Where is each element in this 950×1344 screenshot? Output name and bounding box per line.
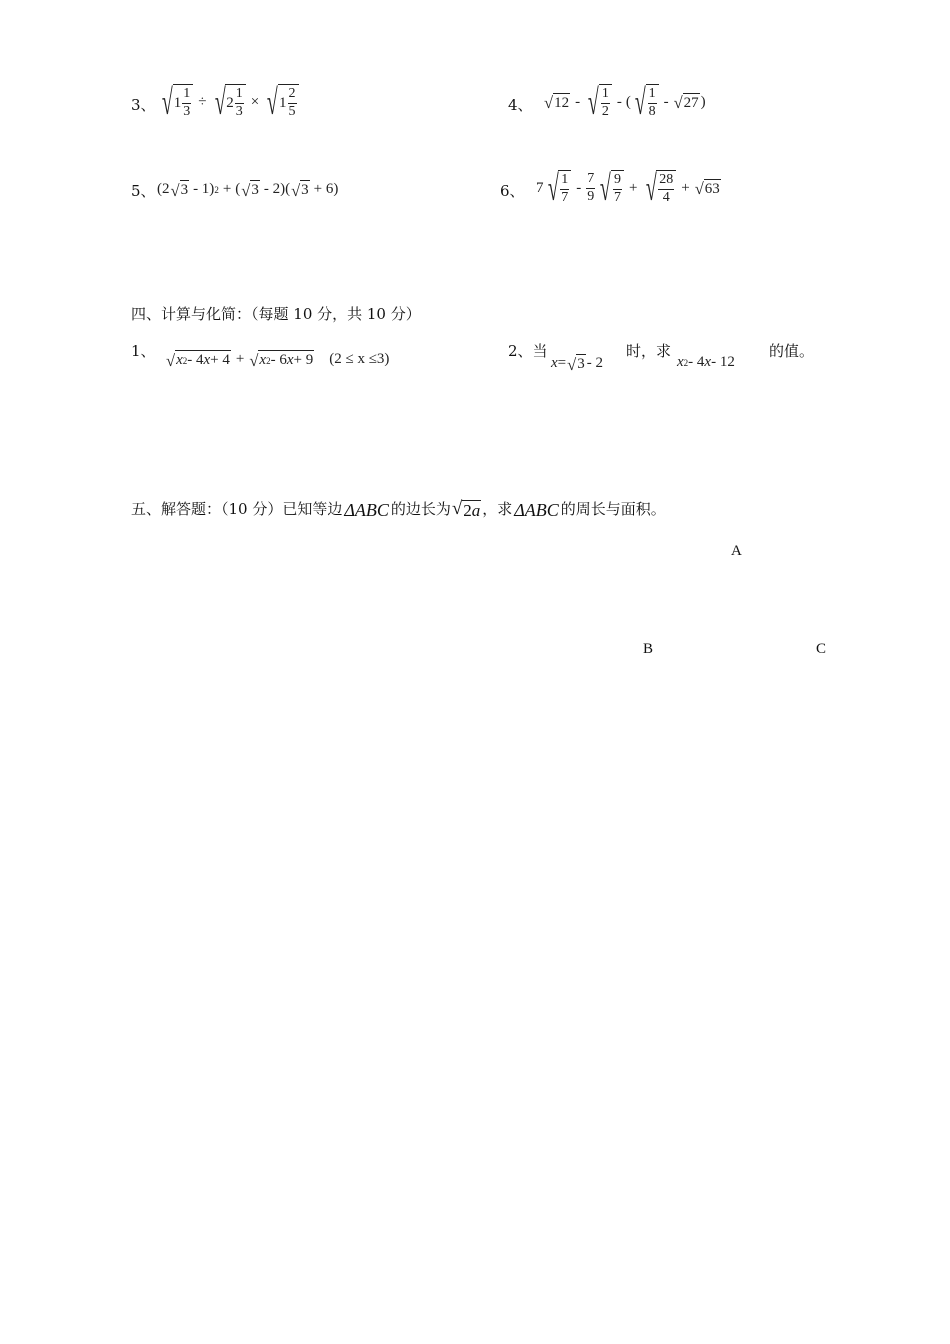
q6-expression: 7 √ $\frac{1}{7}$ - $\frac{7}{9}$ √ $\frac{9}{7}$ + √ $\frac{28}{4}$ + √ 63 [536,168,720,208]
sqrt-mixed-1: √ 1 $\frac{1}{3}$ [159,84,193,120]
q5-expression: (2 √ 3 - 1) 2 + ( √ 3 - 2)( √ 3 + 6) [157,180,339,200]
s4-q2-prefix: 2、当 [508,342,548,360]
s4-q2-polynomial: x 2 - 4 x - 12 [677,354,735,370]
s4-q2-end: 的值。 [769,342,815,360]
section4-heading: 四、计算与化简：（每题 10 分，共 10 分） [131,305,421,323]
q6-number: 6、 [500,182,525,200]
section5-question: 五、解答题：（10 分）已知等边 ΔABC 的边长为 √ 2 a ，求 ΔABC 的周长与面积。 [131,498,666,520]
s4-q2-condition: x = √ 3 - 2 [551,354,603,374]
vertex-c-label: C [816,641,827,657]
sqrt-mixed-3: √ 1 $\frac{2}{5}$ [264,84,298,120]
s4-q1-number: 1、 [131,342,156,360]
q4-number: 4、 [508,96,533,114]
q5-number: 5、 [131,182,156,200]
triangle-label-2: ΔABC [514,499,559,520]
triangle-label-1: ΔABC [344,499,389,520]
vertex-a-label: A [731,543,742,559]
q3-expression: √ 1 $\frac{1}{3}$ ÷ √ 2 $\frac{1}{3}$ × √ 1 $\frac{2}{5}$ [158,84,300,120]
q4-expression: √ 12 - √ $\frac{1}{2}$ - ( √ $\frac{1}{8}$ - √ 27 ) [544,82,706,122]
sqrt-mixed-2: √ 2 $\frac{1}{3}$ [212,84,246,120]
s4-q1-expression: √ x 2 - 4 x + 4 + √ x 2 - 6 x + 9 (2 ≤ x ≤3) [166,350,390,370]
q3-number: 3、 [131,96,156,114]
vertex-b-label: B [643,641,654,657]
s4-q2-middle: 时，求 [626,342,672,360]
s4-q1-condition: (2 ≤ x ≤3) [329,351,390,367]
